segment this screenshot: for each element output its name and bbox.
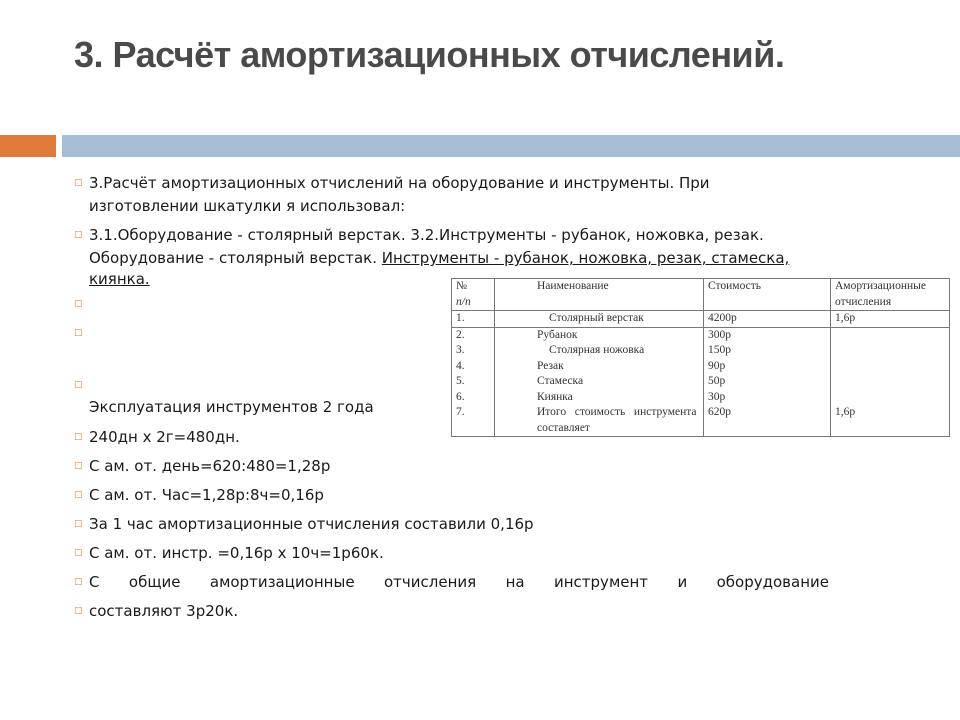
cost-column: 300р 150р 90р 50р 30р 620р (704, 327, 831, 437)
table-header-row (452, 279, 950, 311)
table-row: 1. Столярный верстак 4200р 1,6р (452, 311, 950, 328)
bullet-icon: □ (74, 548, 83, 558)
num-column: 2. 3. 4. 5. 6. 7. (452, 327, 495, 437)
bullet-icon: □ (74, 606, 83, 616)
table-row (452, 327, 950, 437)
bullet-icon: □ (74, 380, 83, 390)
bullet-icon: □ (74, 178, 83, 188)
page-title: 3. Расчёт амортизационных отчислений. (74, 34, 785, 75)
bullet-icon: □ (74, 230, 83, 240)
bullet-icon: □ (74, 299, 83, 309)
header-band (62, 135, 960, 157)
bullet-icon: □ (74, 461, 83, 471)
amort-column: 1,6р (831, 327, 950, 437)
header-amort: Амортизационные отчисления (831, 279, 950, 311)
bullet-icon: □ (74, 490, 83, 500)
header-name: Наименование (495, 279, 704, 311)
header-cost: Стоимость (704, 279, 831, 311)
bullet-icon: □ (74, 519, 83, 529)
bullet-icon: □ (74, 577, 83, 587)
justified-line: С общие амортизационные отчисления на инструмент и оборудование (89, 573, 829, 591)
accent-bar (0, 135, 56, 157)
name-column: Рубанок Столярная ножовка Резак Стамеска Киянка Итого стоимость инструмента составляет (495, 327, 704, 437)
bullet-icon: □ (74, 328, 83, 338)
header-num: № п/п (452, 279, 495, 311)
amortization-table (451, 278, 950, 437)
bullet-icon: □ (74, 432, 83, 442)
